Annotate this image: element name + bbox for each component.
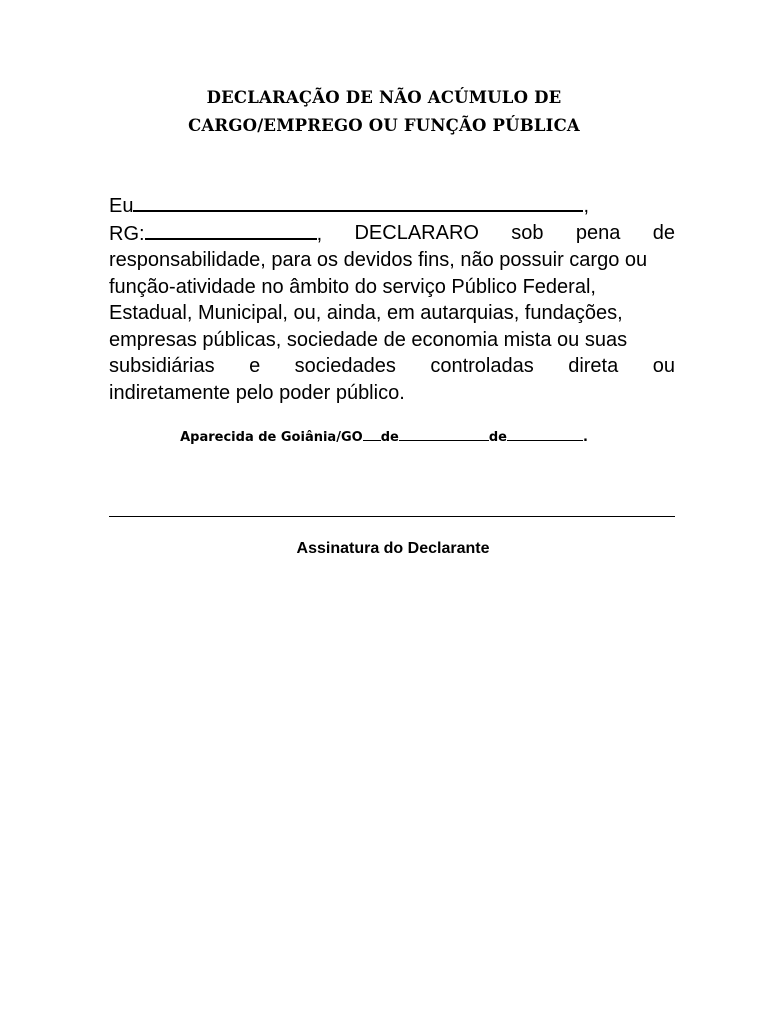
rg-comma: , <box>316 222 323 245</box>
date-de-2: de <box>488 430 507 445</box>
de-word: de <box>652 221 675 244</box>
text-line-2: função-atividade no âmbito do serviço Público Federal, <box>109 275 596 298</box>
date-line <box>0 428 768 445</box>
word-sociedades: sociedades <box>294 355 396 377</box>
day-blank[interactable] <box>363 428 381 441</box>
rg-label: RG: <box>109 222 145 245</box>
title-line-2: CARGO/EMPREGO OU FUNÇÃO PÚBLICA <box>188 116 580 135</box>
word-e: e <box>249 355 261 377</box>
name-blank[interactable] <box>133 192 583 212</box>
eu-label: Eu <box>109 195 134 217</box>
date-city: Aparecida de Goiânia/GO <box>180 430 363 445</box>
sob-word: sob <box>511 221 544 244</box>
rg-line <box>109 220 675 248</box>
rg-group <box>109 220 322 248</box>
pena-word: pena <box>575 221 621 244</box>
rg-blank[interactable] <box>145 220 317 240</box>
text-line-1: responsabilidade, para os devidos fins, não possuir cargo ou <box>109 249 648 271</box>
signature-label: Assinatura do Declarante <box>296 540 490 557</box>
date-end: . <box>582 430 588 445</box>
title-line-1: DECLARAÇÃO DE NÃO ACÚMULO DE <box>206 88 562 107</box>
word-ou: ou <box>652 355 675 377</box>
text-line-3: Estadual, Municipal, ou, ainda, em autarquias, fundações, <box>109 302 623 324</box>
year-blank[interactable] <box>507 428 583 441</box>
declaro-word: DECLARARO <box>354 221 479 244</box>
name-comma: , <box>583 195 590 217</box>
month-blank[interactable] <box>399 428 489 441</box>
word-subsidiarias: subsidiárias <box>109 355 215 377</box>
word-direta: direta <box>568 355 619 377</box>
date-de-1: de <box>380 430 399 445</box>
signature-line[interactable] <box>109 516 675 517</box>
declaration-body <box>109 192 675 406</box>
text-line-4: empresas públicas, sociedade de economia mista ou suas <box>109 328 628 351</box>
document-title <box>0 84 768 140</box>
word-controladas: controladas <box>430 355 534 377</box>
text-line-last: indiretamente pelo poder público. <box>109 381 405 404</box>
text-line-5 <box>109 353 675 380</box>
name-line <box>109 192 675 220</box>
